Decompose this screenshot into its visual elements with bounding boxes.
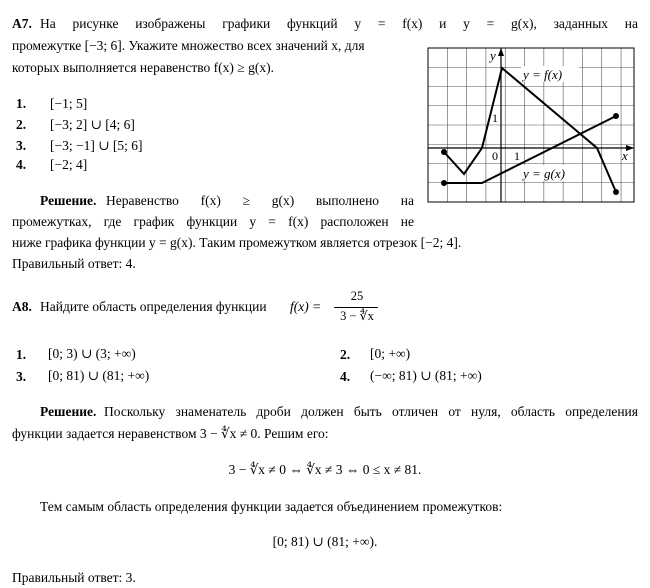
a7-solution-line3: ниже графика функции y = g(x). Таким промежутком является отрезок [−2; 4]. xyxy=(12,235,462,250)
a7-option-text: [−1; 5] xyxy=(50,96,88,111)
a7-solution-line1: Неравенство f(x) ≥ g(x) выполнено на xyxy=(106,193,414,208)
origin-label: 0 xyxy=(492,149,498,163)
a8-option-text: [0; +∞) xyxy=(370,346,411,361)
a8-numerator: 25 xyxy=(350,289,364,303)
a7-solution-label: Решение. xyxy=(40,193,97,208)
a7-option-num: 2. xyxy=(16,117,27,132)
a7-option-num: 1. xyxy=(16,96,27,111)
f-label: y = f(x) xyxy=(523,67,563,82)
a8-question: Найдите область определения функции xyxy=(40,299,267,314)
a8-solution-label: Решение. xyxy=(40,404,97,419)
f-endpoint xyxy=(613,189,619,195)
a7-graph xyxy=(424,44,638,206)
one-y-label: 1 xyxy=(492,111,498,125)
g-endpoint xyxy=(441,180,447,186)
x-axis-label: x xyxy=(622,148,628,163)
a8-formula1: 3 − ∜x ≠ 0 ⇔ ∜x ≠ 3 ⇔ 0 ≤ x ≠ 81. xyxy=(228,462,422,477)
a8-denominator: 3 − ∜x xyxy=(340,309,374,323)
a8-solution-line1: Поскольку знаменатель дроби должен быть отличен от нуля, область определения xyxy=(104,404,638,419)
g-label: y = g(x) xyxy=(523,166,565,181)
a8-option-num: 3. xyxy=(16,369,27,384)
a7-question-line3: которых выполняется неравенство f(x) ≥ g(x). xyxy=(12,60,274,75)
a7-option-text: [−3; −1] ∪ [5; 6] xyxy=(50,138,143,153)
a8-option-text: [0; 81) ∪ (81; +∞) xyxy=(48,368,150,383)
a8-solution-line3: Тем самым область определения функции задается объединением промежутков: xyxy=(40,499,503,514)
a7-option-text: [−3; 2] ∪ [4; 6] xyxy=(50,117,135,132)
a7-question-line1: На рисунке изображены графики функций y = f(x) и y = g(x), заданных на xyxy=(40,16,638,31)
a8-func-lhs: f(x) = xyxy=(290,299,322,314)
a7-question-line2: промежутке [−3; 6]. Укажите множество всех значений x, для xyxy=(12,38,365,53)
a8-option-num: 1. xyxy=(16,347,27,362)
a7-label: А7. xyxy=(12,16,32,31)
a7-answer: Правильный ответ: 4. xyxy=(12,256,136,271)
a7-option-num: 4. xyxy=(16,157,27,172)
y-axis-label: y xyxy=(490,48,496,63)
a8-label: А8. xyxy=(12,299,32,314)
a8-option-num: 2. xyxy=(340,347,351,362)
a7-option-text: [−2; 4] xyxy=(50,157,88,172)
a8-option-num: 4. xyxy=(340,369,351,384)
a8-option-text: [0; 3) ∪ (3; +∞) xyxy=(48,346,136,361)
f-endpoint xyxy=(441,149,447,155)
a7-solution-line2: промежутках, где график функции y = f(x) расположен не xyxy=(12,214,414,229)
a8-answer: Правильный ответ: 3. xyxy=(12,570,136,585)
one-x-label: 1 xyxy=(514,149,520,163)
g-endpoint xyxy=(613,113,619,119)
a8-formula2: [0; 81) ∪ (81; +∞). xyxy=(272,534,378,549)
a7-option-num: 3. xyxy=(16,138,27,153)
y-axis-arrow xyxy=(498,48,504,56)
a8-solution-line2: функции задается неравенством 3 − ∜x ≠ 0. Решим его: xyxy=(12,426,329,441)
a8-option-text: (−∞; 81) ∪ (81; +∞) xyxy=(370,368,482,383)
